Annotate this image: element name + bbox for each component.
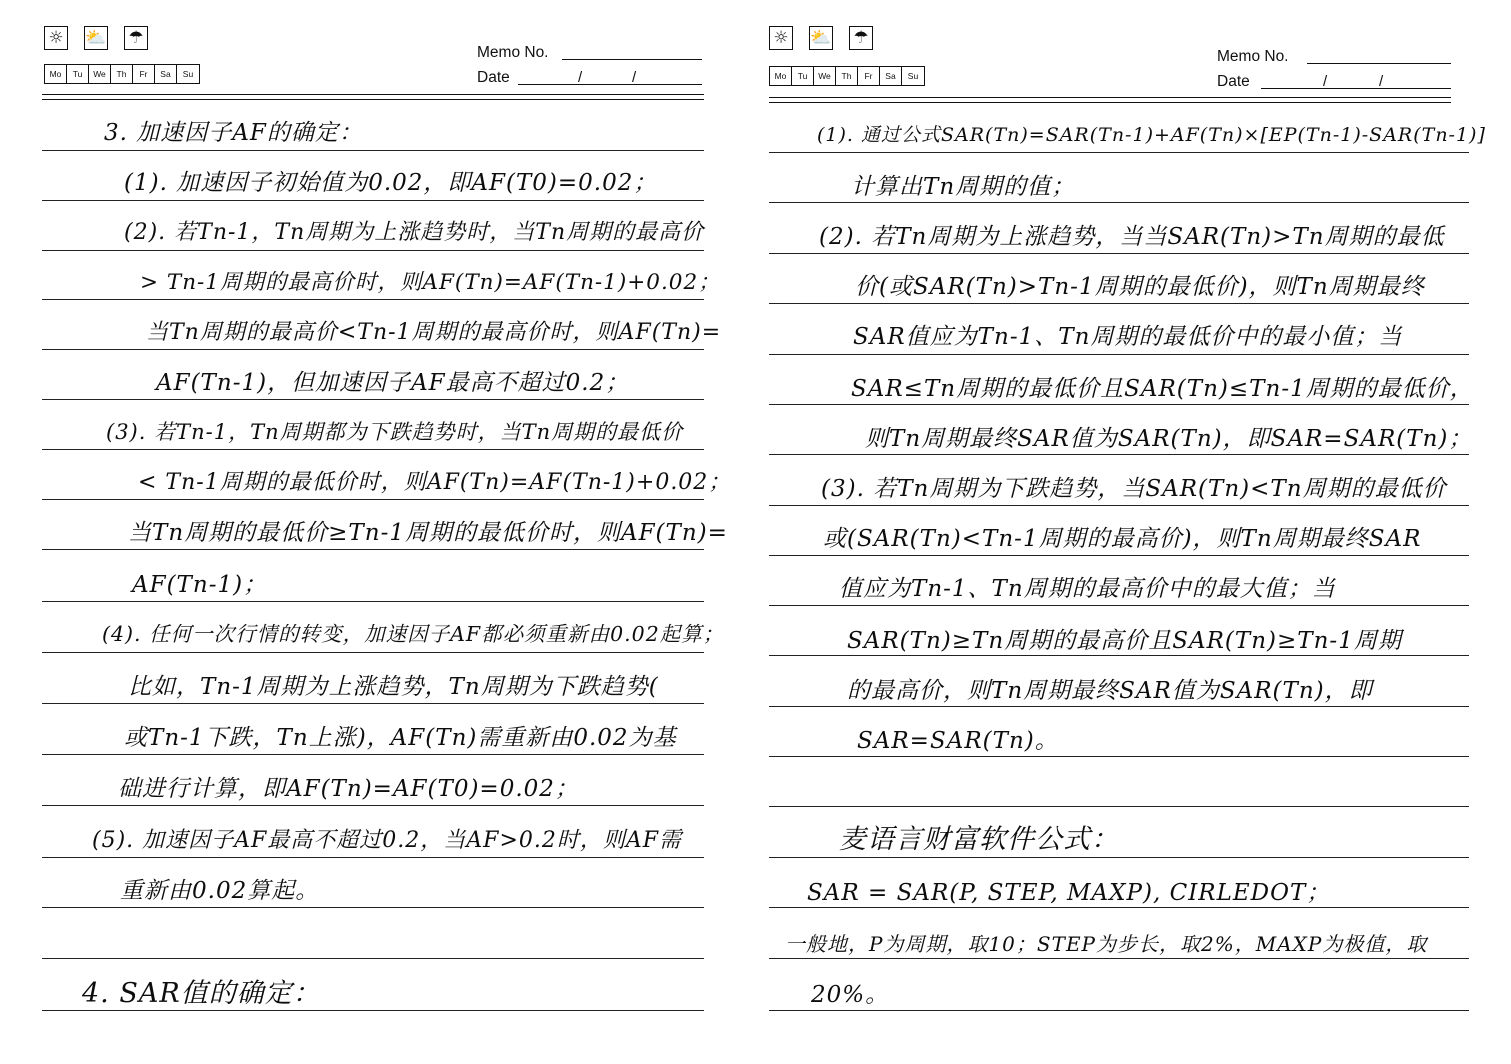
sun-icon: ☼ <box>769 26 793 50</box>
handwritten-line: 则Tn周期最终SAR值为SAR(Tn)，即SAR=SAR(Tn)； <box>865 426 1473 452</box>
handwritten-line: 当Tn周期的最高价<Tn-1周期的最高价时，则AF(Tn)= <box>146 320 722 345</box>
handwritten-line: 当Tn周期的最低价≥Tn-1周期的最低价时，则AF(Tn)= <box>128 520 728 546</box>
ruled-line <box>769 806 1469 807</box>
day-box: Mo <box>770 67 792 85</box>
ruled-line <box>769 303 1469 304</box>
handwritten-line: (1). 加速因子初始值为0.02，即AF(T0)=0.02； <box>124 170 658 196</box>
weekday-boxes <box>769 66 925 86</box>
ruled-line <box>769 152 1469 153</box>
memo-no-label: Memo No. <box>1217 48 1289 65</box>
day-box: Tu <box>792 67 814 85</box>
ruled-line <box>42 601 704 602</box>
handwritten-line: > Tn-1周期的最高价时，则AF(Tn)=AF(Tn-1)+0.02； <box>140 270 721 295</box>
ruled-line <box>42 299 704 300</box>
memo-no-line <box>562 59 702 60</box>
date-line <box>1261 88 1451 89</box>
ruled-line <box>769 253 1469 254</box>
ruled-line <box>42 200 704 201</box>
day-box: Sa <box>880 67 902 85</box>
handwritten-heading: 麦语言财富软件公式： <box>839 824 1119 855</box>
ruled-line <box>769 756 1469 757</box>
handwritten-line: SAR值应为Tn-1、Tn周期的最低价中的最小值；当 <box>853 324 1403 350</box>
header-rule <box>42 94 704 95</box>
ruled-line <box>769 555 1469 556</box>
handwritten-line: < Tn-1周期的最低价时，则AF(Tn)=AF(Tn-1)+0.02； <box>138 470 732 495</box>
date-label: Date <box>1217 73 1250 90</box>
ruled-line <box>42 349 704 350</box>
weather-icons <box>769 26 873 50</box>
ruled-line <box>769 605 1469 606</box>
header-rule <box>769 102 1451 103</box>
day-box: We <box>89 65 111 83</box>
date-slash: / <box>578 69 583 86</box>
day-box: Fr <box>133 65 155 83</box>
ruled-line <box>42 805 704 806</box>
rain-icon: ☂ <box>124 26 148 50</box>
ruled-line <box>769 655 1469 656</box>
handwritten-line: (1). 通过公式SAR(Tn)=SAR(Tn-1)+AF(Tn)×[EP(Tn-1)-SAR(Tn-1)] <box>817 124 1486 146</box>
weekday-boxes <box>44 64 200 84</box>
day-box: Fr <box>858 67 880 85</box>
handwritten-line: 比如，Tn-1周期为上涨趋势，Tn周期为下跌趋势( <box>128 674 659 700</box>
ruled-line <box>769 505 1469 506</box>
ruled-line <box>42 250 704 251</box>
ruled-line <box>769 354 1469 355</box>
left-notebook-page <box>0 0 740 1064</box>
ruled-line <box>769 857 1469 858</box>
handwritten-line: AF(Tn-1)，但加速因子AF最高不超过0.2； <box>156 370 630 396</box>
ruled-line <box>42 549 704 550</box>
handwritten-line: (3). 若Tn周期为下跌趋势，当SAR(Tn)<Tn周期的最低价 <box>821 476 1447 502</box>
handwritten-heading: 4. SAR值的确定： <box>82 978 321 1009</box>
handwritten-line: 重新由0.02算起。 <box>120 878 320 904</box>
day-box: Th <box>836 67 858 85</box>
date-slash: / <box>1379 73 1384 90</box>
handwritten-line: 计算出Tn周期的值； <box>851 174 1076 200</box>
day-box: Tu <box>67 65 89 83</box>
handwritten-line: AF(Tn-1)； <box>132 572 268 598</box>
memo-no-label: Memo No. <box>477 44 549 61</box>
ruled-line <box>769 958 1469 959</box>
ruled-line <box>42 754 704 755</box>
handwritten-line: SAR≤Tn周期的最低价且SAR(Tn)≤Tn-1周期的最低价， <box>851 376 1474 402</box>
ruled-line <box>42 449 704 450</box>
ruled-line <box>42 499 704 500</box>
handwritten-line: 或Tn-1下跌，Tn上涨)，AF(Tn)需重新由0.02为基 <box>124 725 677 751</box>
day-box: Su <box>907 71 919 81</box>
date-slash: / <box>632 69 637 86</box>
rain-icon: ☂ <box>849 26 873 50</box>
ruled-line <box>42 857 704 858</box>
ruled-line <box>769 1010 1469 1011</box>
ruled-line <box>769 454 1469 455</box>
handwritten-line: 20%。 <box>811 982 890 1008</box>
ruled-line <box>769 202 1469 203</box>
handwritten-line: 础进行计算，即AF(Tn)=AF(T0)=0.02； <box>118 776 579 802</box>
handwritten-line: 一般地，P为周期，取10；STEP为步长，取2%，MAXP为极值，取 <box>785 932 1428 956</box>
handwritten-line: (2). 若Tn-1，Tn周期为上涨趋势时，当Tn周期的最高价 <box>124 220 705 245</box>
ruled-line <box>42 958 704 959</box>
day-box: We <box>814 67 836 85</box>
day-box: Mo <box>45 65 67 83</box>
handwritten-line: (4). 任何一次行情的转变，加速因子AF都必须重新由0.02起算； <box>102 622 725 646</box>
date-label: Date <box>477 69 510 86</box>
ruled-line <box>42 703 704 704</box>
handwritten-line: (3). 若Tn-1，Tn周期都为下跌趋势时，当Tn周期的最低价 <box>106 420 684 444</box>
ruled-line <box>42 399 704 400</box>
handwritten-line: SAR=SAR(Tn)。 <box>857 728 1059 754</box>
date-line <box>518 84 702 85</box>
handwritten-line: 价(或SAR(Tn)>Tn-1周期的最低价)，则Tn周期最终 <box>855 274 1425 300</box>
memo-no-line <box>1307 63 1451 64</box>
handwritten-line: 3. 加速因子AF的确定： <box>104 120 363 146</box>
handwritten-line: SAR(Tn)≥Tn周期的最高价且SAR(Tn)≥Tn-1周期 <box>847 628 1402 654</box>
handwritten-line: 值应为Tn-1、Tn周期的最高价中的最大值；当 <box>839 576 1336 602</box>
ruled-line <box>769 706 1469 707</box>
day-box: Sa <box>155 65 177 83</box>
ruled-line <box>769 907 1469 908</box>
partly-cloudy-icon: ⛅ <box>809 26 833 50</box>
ruled-line <box>42 652 704 653</box>
handwritten-line: 的最高价，则Tn周期最终SAR值为SAR(Tn)，即 <box>847 678 1373 704</box>
handwritten-line: (5). 加速因子AF最高不超过0.2，当AF>0.2时，则AF需 <box>92 828 683 853</box>
day-box: Th <box>111 65 133 83</box>
ruled-line <box>42 150 704 151</box>
header-rule <box>42 99 704 100</box>
sun-icon: ☼ <box>44 26 68 50</box>
partly-cloudy-icon: ⛅ <box>84 26 108 50</box>
right-notebook-page <box>755 0 1511 1064</box>
day-box: Su <box>182 69 194 79</box>
handwritten-line: 或(SAR(Tn)<Tn-1周期的最高价)，则Tn周期最终SAR <box>823 526 1422 552</box>
ruled-line <box>42 907 704 908</box>
handwritten-formula: SAR = SAR(P, STEP, MAXP), CIRLEDOT； <box>807 880 1331 906</box>
date-slash: / <box>1323 73 1328 90</box>
ruled-line <box>769 404 1469 405</box>
ruled-line <box>42 1010 704 1011</box>
weather-icons <box>44 26 148 50</box>
header-rule <box>769 97 1451 98</box>
handwritten-line: (2). 若Tn周期为上涨趋势，当当SAR(Tn)>Tn周期的最低 <box>819 224 1445 250</box>
